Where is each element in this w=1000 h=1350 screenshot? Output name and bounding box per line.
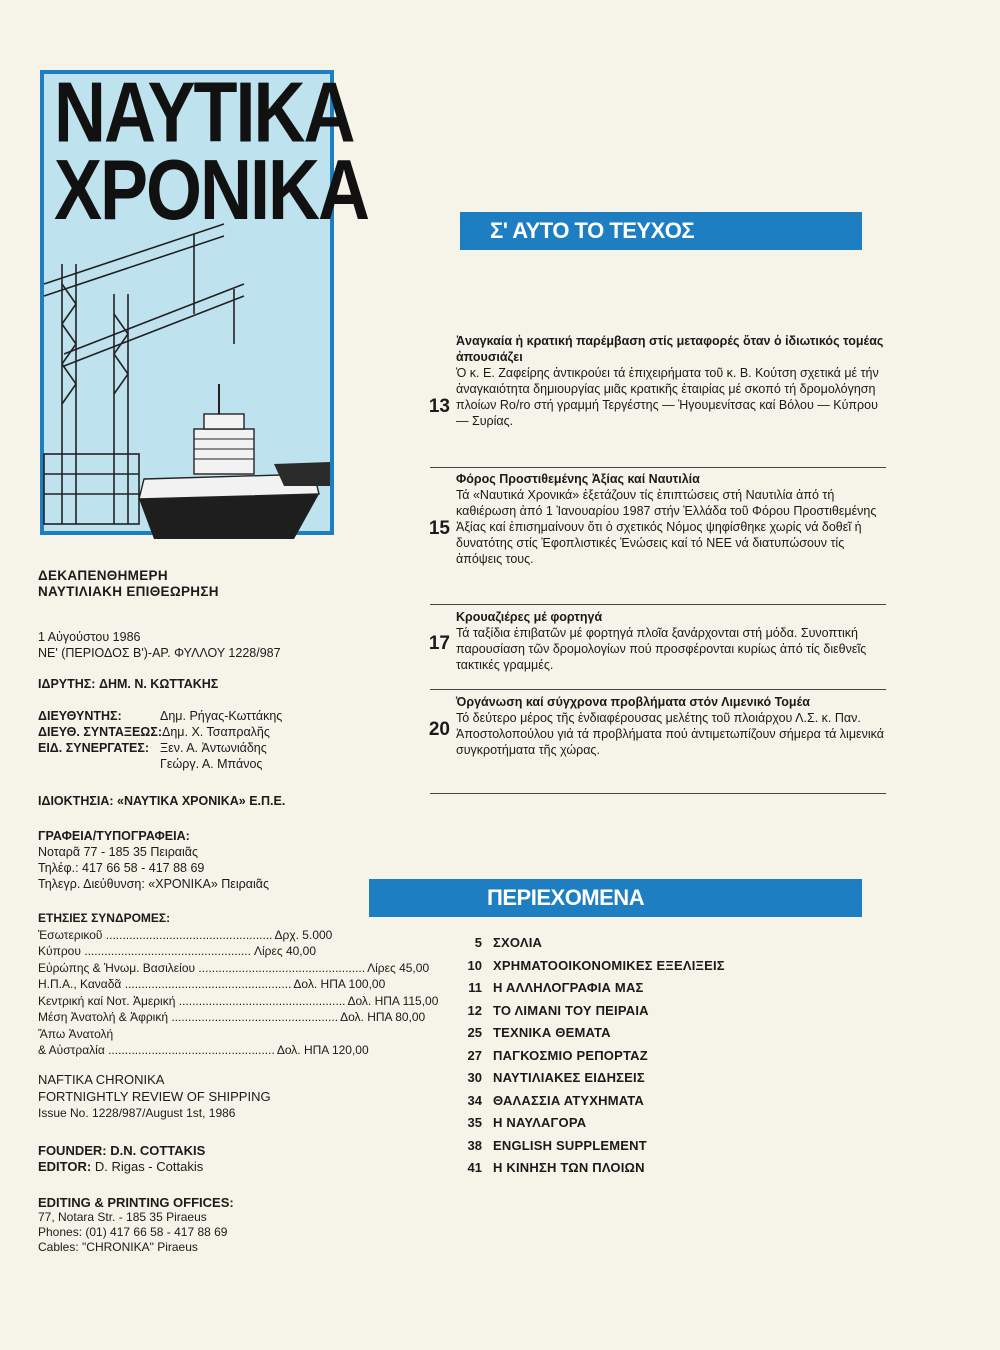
english-subtitle: FORTNIGHTLY REVIEW OF SHIPPING xyxy=(38,1088,271,1104)
contents-item[interactable] xyxy=(440,1112,780,1135)
article-title: Φόρος Προστιθεμένης Ἀξίας καί Ναυτιλία xyxy=(456,472,700,486)
subscription-region: Κύπρου ..... xyxy=(38,943,252,960)
contents-page: 34 xyxy=(467,1092,482,1108)
contents-page: 30 xyxy=(467,1070,482,1085)
english-editor-name: D. Rigas - Cottakis xyxy=(94,1159,204,1174)
english-issue: Issue No. 1228/987/August 1st, 1986 xyxy=(38,1106,236,1120)
contents-title: ENGLISH SUPPLEMENT xyxy=(493,1137,647,1153)
contents-page: 41 xyxy=(467,1160,482,1175)
english-offices xyxy=(38,1195,234,1255)
divider xyxy=(430,689,886,690)
divider xyxy=(430,604,886,605)
article-item[interactable] xyxy=(430,471,890,567)
divider xyxy=(430,467,886,468)
editor-name: Δημ. Χ. Τσαπραλῆς xyxy=(162,725,270,739)
founder-name: ΔΗΜ. Ν. ΚΩΤΤΑΚΗΣ xyxy=(98,677,219,691)
article-page: 13 xyxy=(428,396,450,417)
contents-page: 5 xyxy=(474,935,482,950)
article-title: Ἀναγκαία ἡ κρατική παρέμβαση στίς μεταφορές ὅταν ὁ ἰδιωτικός τομέας ἀπουσιάζει xyxy=(456,334,884,364)
english-staff xyxy=(38,1143,205,1175)
english-cables: Cables: "CHRONIKA" Piraeus xyxy=(38,1240,198,1254)
offices-cable: Τηλεγρ. Διεύθυνση: «ΧΡΟΝΙΚΑ» Πειραιᾶς xyxy=(38,877,269,891)
in-this-issue-heading: Σ' ΑΥΤΟ ΤΟ ΤΕΥΧΟΣ xyxy=(490,218,695,243)
contents-item[interactable] xyxy=(440,1067,780,1090)
contents-page: 38 xyxy=(467,1137,482,1153)
editor-label: ΔΙΕΥΘ. ΣΥΝΤΑΞΕΩΣ: xyxy=(38,725,162,739)
contents-title: ΧΡΗΜΑΤΟΟΙΚΟΝΟΜΙΚΕΣ ΕΞΕΛΙΞΕΙΣ xyxy=(493,957,725,973)
offices-label: ΓΡΑΦΕΙΑ/ΤΥΠΟΓΡΑΦΕΙΑ: xyxy=(38,829,190,843)
english-masthead xyxy=(38,1072,271,1122)
contents-page: 25 xyxy=(467,1025,482,1040)
offices-phone: Τηλέφ.: 417 66 58 - 417 88 69 xyxy=(38,861,205,875)
contents-list xyxy=(440,932,780,1180)
contents-item[interactable] xyxy=(440,955,780,978)
ownership-line xyxy=(38,793,285,809)
subscription-row xyxy=(38,927,333,944)
contents-title: ΤΕΧΝΙΚΑ ΘΕΜΑΤΑ xyxy=(493,1025,611,1040)
article-body: Τό δεύτερο μέρος τῆς ἐνδιαφέρουσας μελέτης τοῦ πλοιάρχου Λ.Σ. κ. Παν. Ἀποστολοπούλου γιά τά προβλήματα πού ἀντιμετωπίζουν σήμερα τά λιμενικά συγκροτήματα τῆς χώρας. xyxy=(456,711,884,757)
article-title: Ὀργάνωση καί σύγχρονα προβλήματα στόν Λιμενικό Τομέα xyxy=(456,695,810,709)
type-line1: ΔΕΚΑΠΕΝΘΗΜΕΡΗ xyxy=(38,568,168,583)
contents-title: ΝΑΥΤΙΛΙΑΚΕΣ ΕΙΔΗΣΕΙΣ xyxy=(493,1070,645,1085)
contents-heading: ΠΕΡΙΕΧΟΜΕΝΑ xyxy=(487,885,645,910)
article-page: 20 xyxy=(428,719,450,740)
contents-item[interactable] xyxy=(440,1090,780,1113)
issue-info xyxy=(38,629,281,661)
subscription-row xyxy=(38,960,430,977)
subscription-region: Ἐσωτερικοῦ ..... xyxy=(38,927,273,944)
ship-crane-illustration xyxy=(44,224,330,531)
contents-item[interactable] xyxy=(440,1022,780,1045)
article-body: Ὁ κ. Ε. Ζαφείρης ἀντικρούει τά ἐπιχειρήματα τοῦ κ. Β. Κούτση σχετικά μέ τήν ἀναγκαιότητα δημιουργίας μιᾶς κρατικῆς ἑταιρίας μέ σκοπό τή δρομολόγηση πλοίων Ro/ro στή γραμμή Τεργέστης — Ἡγουμενίτσας καί Βόλου — Κύπρου — Συρίας. xyxy=(456,366,879,428)
contents-title: ΣΧΟΛΙΑ xyxy=(493,935,543,950)
cover-image xyxy=(40,65,369,535)
subscription-region: Μέση Ἀνατολή & Ἀφρική ..... xyxy=(38,1009,338,1026)
english-offices-label: EDITING & PRINTING OFFICES: xyxy=(38,1195,234,1210)
associate-2: Γεώργ. Α. Μπάνος xyxy=(160,757,263,771)
subscription-price: Λίρες 45,00 xyxy=(367,960,430,975)
far-east-price: Δολ. ΗΠΑ 120,00 xyxy=(276,1043,369,1057)
english-address: 77, Notara Str. - 185 35 Piraeus xyxy=(38,1210,207,1224)
subscription-price: Δρχ. 5.000 xyxy=(274,927,333,942)
article-title: Κρουαζιέρες μέ φορτηγά xyxy=(456,610,603,624)
contents-title: Η ΑΛΛΗΛΟΓΡΑΦΙΑ ΜΑΣ xyxy=(493,980,644,995)
contents-title: ΤΟ ΛΙΜΑΝΙ ΤΟΥ ΠΕΙΡΑΙΑ xyxy=(493,1002,649,1018)
subscription-row xyxy=(38,993,439,1010)
article-body: Τά ταξίδια ἐπιβατῶν μέ φορτηγά πλοῖα ξανάρχονται στή μόδα. Συνοπτική παρουσίαση τῶν δρομολογίων πού προσφέρονται κυρίως ἀπό τίς διεθνεῖς τακτικές γραμμές. xyxy=(456,626,867,672)
director-name: Δημ. Ρήγας-Κωττάκης xyxy=(160,709,283,723)
founder-line xyxy=(38,676,218,692)
issue-number: ΝΕ' (ΠΕΡΙΟΔΟΣ Β')-ΑΡ. ΦΥΛΛΟΥ 1228/987 xyxy=(38,646,281,660)
english-phones: Phones: (01) 417 66 58 - 417 88 69 xyxy=(38,1225,228,1239)
subscription-region: Εὐρώπης & Ἡνωμ. Βασιλείου ..... xyxy=(38,960,365,977)
english-editor-label: EDITOR: xyxy=(38,1159,92,1174)
contents-item[interactable] xyxy=(440,932,780,955)
contents-title: Η ΝΑΥΛΑΓΟΡΑ xyxy=(493,1115,587,1130)
far-east-line2: & Αὐστραλία ..... xyxy=(38,1042,275,1059)
english-name: NAFTIKA CHRONIKA xyxy=(38,1072,165,1087)
subscription-region: Η.Π.Α., Καναδᾶ ..... xyxy=(38,976,291,993)
subscription-row xyxy=(38,1009,426,1026)
offices-block xyxy=(38,828,269,892)
contents-title: ΠΑΓΚΟΣΜΙΟ ΡΕΠΟΡΤΑΖ xyxy=(493,1047,648,1063)
in-this-issue-banner xyxy=(460,212,862,250)
cover-title-line1: ΝΑΥΤΙΚΑ xyxy=(54,65,354,161)
cover-title xyxy=(54,65,369,239)
contents-title: Η ΚΙΝΗΣΗ ΤΩΝ ΠΛΟΙΩΝ xyxy=(493,1160,645,1175)
subscription-region: Κεντρική καί Νοτ. Ἀμερική ..... xyxy=(38,993,345,1010)
offices-address: Νοταρᾶ 77 - 185 35 Πειραιᾶς xyxy=(38,845,199,859)
subscriptions-label: ΕΤΗΣΙΕΣ ΣΥΝΔΡΟΜΕΣ: xyxy=(38,911,171,925)
subscription-price: Δολ. ΗΠΑ 100,00 xyxy=(293,977,386,991)
subscription-price: Δολ. ΗΠΑ 115,00 xyxy=(347,993,439,1008)
contents-title: ΘΑΛΑΣΣΙΑ ΑΤΥΧΗΜΑΤΑ xyxy=(493,1092,645,1108)
associate-1: Ξεν. Α. Ἀντωνιάδης xyxy=(160,741,267,755)
cover-title-line2: ΧΡΟΝΙΚΑ xyxy=(54,143,369,239)
contents-page: 12 xyxy=(467,1002,482,1018)
english-founder-label: FOUNDER: xyxy=(38,1143,107,1158)
contents-banner xyxy=(369,879,862,917)
contents-item[interactable] xyxy=(440,977,780,1000)
type-line2: ΝΑΥΤΙΛΙΑΚΗ ΕΠΙΘΕΩΡΗΣΗ xyxy=(38,584,219,599)
article-item[interactable] xyxy=(430,694,890,758)
contents-page: 10 xyxy=(467,957,482,973)
english-founder-name: D.N. COTTAKIS xyxy=(110,1143,206,1158)
subscriptions-list xyxy=(38,927,439,1026)
article-body: Τά «Ναυτικά Χρονικά» ἐξετάζουν τίς ἐπιπτώσεις στή Ναυτιλία ἀπό τή καθιέρωση ἀπό 1 Ἰανουαρίου 1987 στήν Ἑλλάδα τοῦ Φόρου Προστιθεμένης Ἀξίας καί ἐπισημαίνουν ὅτι ὁ σχετικός Νόμος ψηφίσθηκε χωρίς νά δοθεῖ ἡ δυνατότης στίς Ἐφοπλιστικές Ἑνώσεις καί τό ΝΕΕ νά διατυπώσουν τίς ἀπόψεις τους. xyxy=(456,488,877,566)
article-item[interactable] xyxy=(430,609,890,673)
ownership-label: ΙΔΙΟΚΤΗΣΙΑ: xyxy=(38,794,114,808)
founder-label: ΙΔΡΥΤΗΣ: xyxy=(38,677,96,691)
associates-label: ΕΙΔ. ΣΥΝΕΡΓΑΤΕΣ: xyxy=(38,741,150,755)
article-page: 17 xyxy=(428,633,450,654)
contents-page: 35 xyxy=(467,1115,482,1130)
contents-page: 11 xyxy=(468,980,482,995)
contents-item[interactable] xyxy=(440,1000,780,1023)
magazine-type xyxy=(38,568,219,600)
far-east-line1: Ἄπω Ἀνατολή xyxy=(38,1026,114,1041)
divider xyxy=(430,793,886,794)
staff-block xyxy=(38,708,282,772)
contents-item[interactable] xyxy=(440,1135,780,1158)
subscriptions-block xyxy=(38,910,439,1059)
subscription-row xyxy=(38,976,386,993)
ownership-name: «ΝΑΥΤΙΚΑ ΧΡΟΝΙΚΑ» Ε.Π.Ε. xyxy=(117,794,286,808)
contents-item[interactable] xyxy=(440,1157,780,1180)
article-page: 15 xyxy=(428,518,450,539)
contents-item[interactable] xyxy=(440,1045,780,1068)
subscription-price: Λίρες 40,00 xyxy=(253,944,316,958)
subscription-row xyxy=(38,1042,369,1059)
subscription-row xyxy=(38,943,316,960)
subscription-price: Δολ. ΗΠΑ 80,00 xyxy=(340,1010,426,1024)
issue-date: 1 Αὐγούστου 1986 xyxy=(38,630,141,644)
contents-page: 27 xyxy=(467,1047,482,1063)
director-label: ΔΙΕΥΘΥΝΤΗΣ: xyxy=(38,709,122,723)
article-item[interactable] xyxy=(430,333,890,429)
